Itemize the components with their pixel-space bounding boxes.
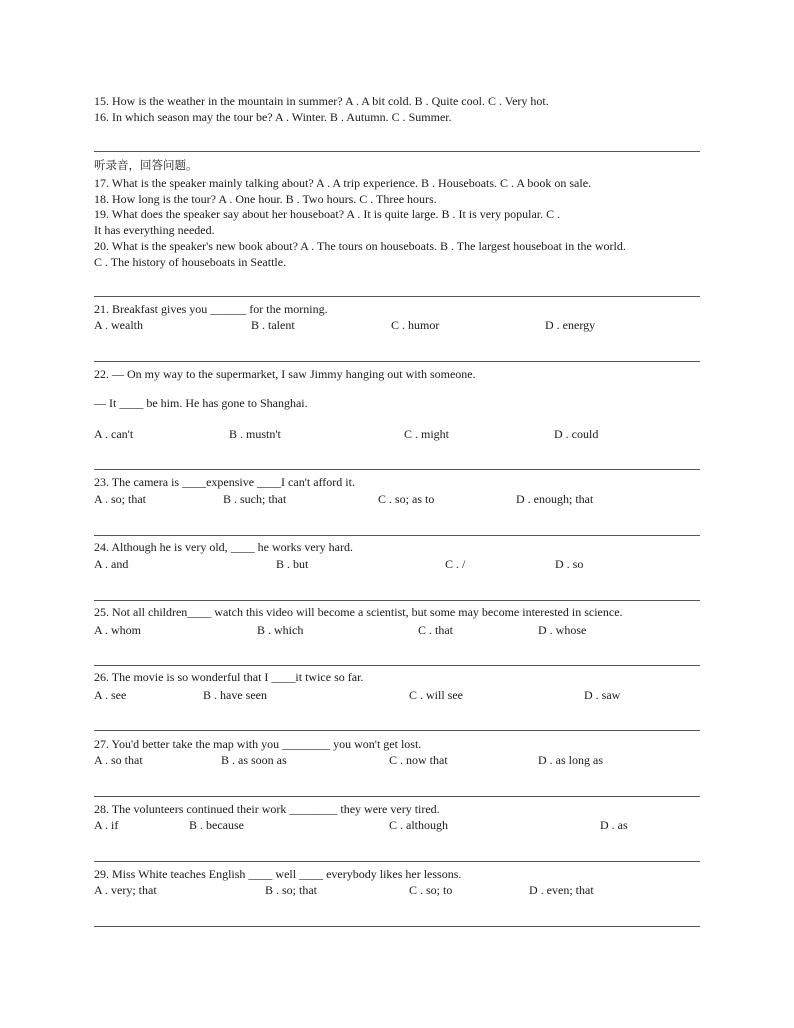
question-16: 16. In which season may the tour be? A . Winter. B . Autumn. C . Summer. — [94, 110, 452, 124]
listening-heading: 听录音，回答问题。 — [94, 158, 198, 172]
question-18: 18. How long is the tour? A . One hour. B . Two hours. C . Three hours. — [94, 192, 437, 206]
question-29-option-c: C . so; to — [409, 883, 453, 897]
divider — [94, 600, 700, 601]
question-22-option-a: A . can't — [94, 427, 134, 441]
question-17: 17. What is the speaker mainly talking about? A . A trip experience. B . Houseboats. C . A book on sale. — [94, 176, 592, 190]
question-29-stem: 29. Miss White teaches English ____ well ____ everybody likes her lessons. — [94, 867, 462, 881]
question-25-option-a: A . whom — [94, 623, 142, 637]
question-22-option-d: D . could — [554, 427, 599, 441]
question-26-stem: 26. The movie is so wonderful that I ____it twice so far. — [94, 670, 364, 684]
question-23-option-d: D . enough; that — [516, 492, 594, 506]
question-27-stem: 27. You'd better take the map with you ________ you won't get lost. — [94, 737, 422, 751]
divider — [94, 926, 700, 927]
divider — [94, 151, 700, 152]
divider — [94, 535, 700, 536]
question-28-option-b: B . because — [189, 818, 244, 832]
question-28-option-c: C . although — [389, 818, 448, 832]
question-25-option-b: B . which — [257, 623, 304, 637]
question-20-cont: C . The history of houseboats in Seattle. — [94, 255, 287, 269]
question-24-option-b: B . but — [276, 557, 309, 571]
question-24-stem: 24. Although he is very old, ____ he works very hard. — [94, 540, 353, 554]
divider — [94, 665, 700, 666]
question-27-option-b: B . as soon as — [221, 753, 287, 767]
question-21-option-d: D . energy — [545, 318, 596, 332]
question-29-option-b: B . so; that — [265, 883, 318, 897]
question-26-option-c: C . will see — [409, 688, 463, 702]
question-29-option-d: D . even; that — [529, 883, 594, 897]
question-26-option-d: D . saw — [584, 688, 621, 702]
question-27-option-a: A . so that — [94, 753, 143, 767]
question-26-option-b: B . have seen — [203, 688, 267, 702]
question-26-option-a: A . see — [94, 688, 127, 702]
question-19-cont: It has everything needed. — [94, 223, 215, 237]
question-25-stem: 25. Not all children____ watch this video will become a scientist, but some may become interested in science. — [94, 605, 623, 619]
question-23-stem: 23. The camera is ____expensive ____I can't afford it. — [94, 475, 355, 489]
question-20: 20. What is the speaker's new book about? A . The tours on houseboats. B . The largest houseboat in the world. — [94, 239, 626, 253]
question-25-option-c: C . that — [418, 623, 453, 637]
divider — [94, 469, 700, 470]
question-21-option-b: B . talent — [251, 318, 295, 332]
question-25-option-d: D . whose — [538, 623, 587, 637]
question-21-option-c: C . humor — [391, 318, 440, 332]
question-27-option-c: C . now that — [389, 753, 448, 767]
divider — [94, 361, 700, 362]
question-22-option-c: C . might — [404, 427, 450, 441]
question-15: 15. How is the weather in the mountain in summer? A . A bit cold. B . Quite cool. C . Very hot. — [94, 94, 549, 108]
question-29-option-a: A . very; that — [94, 883, 157, 897]
question-22-stem-2: — It ____ be him. He has gone to Shanghai. — [94, 396, 308, 410]
question-23-option-c: C . so; as to — [378, 492, 435, 506]
question-21-option-a: A . wealth — [94, 318, 143, 332]
question-28-option-a: A . if — [94, 818, 119, 832]
question-28-option-d: D . as — [600, 818, 628, 832]
question-28-stem: 28. The volunteers continued their work ________ they were very tired. — [94, 802, 440, 816]
question-27-option-d: D . as long as — [538, 753, 603, 767]
question-24-option-a: A . and — [94, 557, 129, 571]
question-24-option-d: D . so — [555, 557, 584, 571]
question-21-stem: 21. Breakfast gives you ______ for the morning. — [94, 302, 328, 316]
question-22-option-b: B . mustn't — [229, 427, 281, 441]
question-22-stem: 22. — On my way to the supermarket, I saw Jimmy hanging out with someone. — [94, 367, 476, 381]
question-24-option-c: C . / — [445, 557, 466, 571]
divider — [94, 796, 700, 797]
question-19: 19. What does the speaker say about her houseboat? A . It is quite large. B . It is very popular. C . — [94, 207, 561, 221]
divider — [94, 296, 700, 297]
question-23-option-a: A . so; that — [94, 492, 147, 506]
divider — [94, 861, 700, 862]
question-23-option-b: B . such; that — [223, 492, 287, 506]
divider — [94, 730, 700, 731]
